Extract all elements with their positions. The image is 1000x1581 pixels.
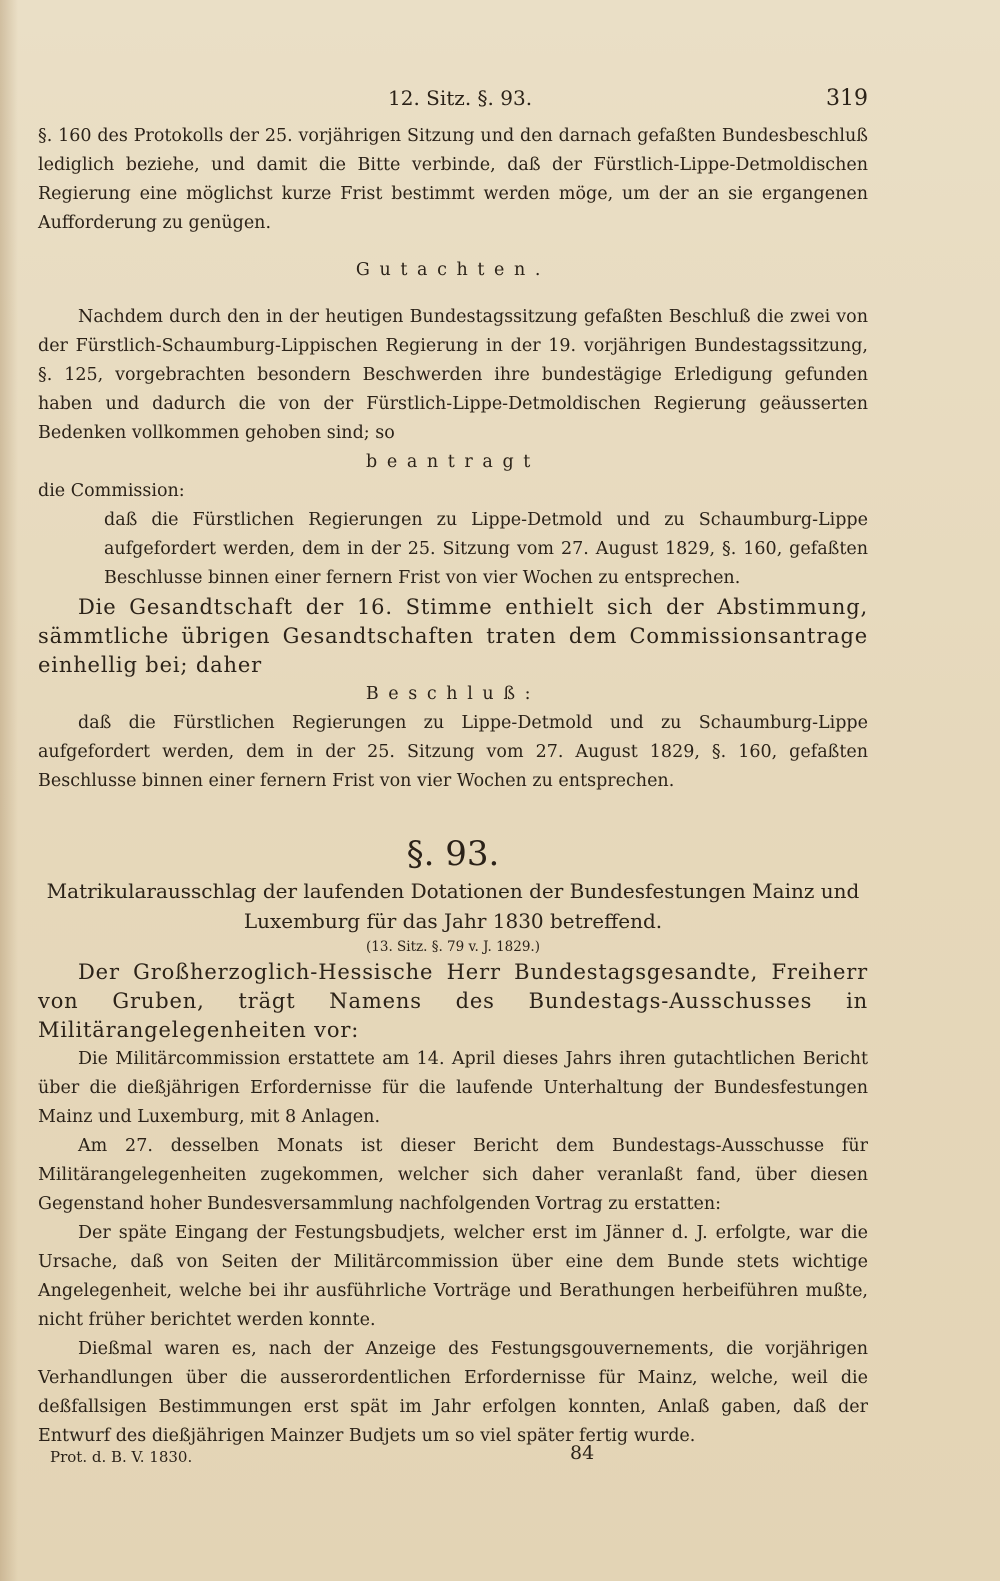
beantragt-label: beantragt bbox=[366, 452, 540, 472]
paragraph-8: Am 27. desselben Monats ist dieser Bericht dem Bundestags-Ausschusse für Militärangelegenheiten zugekommen, welcher sich daher veranlaßt fand, über diesen Gegenstand hoher Bundesversammlung nachfolgenden Vortrag zu erstatten: bbox=[38, 1136, 868, 1214]
paragraph-6: Der Großherzoglich-Hessische Herr Bundestagsgesandte, Freiherr von Gruben, trägt Namens des Bundestags-Ausschusses in Militärangelegenheiten vor: bbox=[38, 960, 868, 1042]
page-body bbox=[38, 122, 868, 1451]
section-heading: Matrikularausschlag der laufenden Dotationen der Bundesfestungen Mainz und Luxemburg für das Jahr 1830 betreffend. bbox=[46, 879, 860, 933]
paragraph-2: Nachdem durch den in der heutigen Bundestagssitzung gefaßten Beschluß die zwei von der Fürstlich-Schaumburg-Lippischen Regierung in der 19. vorjährigen Bundestagssitzung, §. 125, vorgebrachten besondern Beschwerden ihre bundestägige Erledigung gefunden haben und dadurch die von der Fürstlich-Lippe-Detmoldischen Regierung geäusserten Bedenken vollkommen gehoben sind; so bbox=[38, 307, 868, 443]
paragraph-9: Der späte Eingang der Festungsbudjets, welcher erst im Jänner d. J. erfolgte, war die Ursache, daß von Seiten der Militärcommission über eine dem Bunde stets wichtige Angelegenheit, welche bei ihr ausführliche Vorträge und Berathungen herbeiführen mußte, nicht früher berichtet werden konnte. bbox=[38, 1223, 868, 1330]
page-number: 319 bbox=[826, 86, 868, 111]
paragraph-1: §. 160 des Protokolls der 25. vorjährigen Sitzung und den darnach gefaßten Bundesbeschluß lediglich beziehe, und damit die Bitte verbinde, daß der Fürstlich-Lippe-Detmoldischen Regierung eine möglichst kurze Frist bestimmt werden möge, um der an sie ergangenen Aufforderung zu genügen. bbox=[38, 126, 868, 233]
section-note: (13. Sitz. §. 79 v. J. 1829.) bbox=[366, 939, 540, 955]
page-header bbox=[0, 86, 1000, 120]
page-footer bbox=[40, 1442, 870, 1474]
commission-label: die Commission: bbox=[38, 481, 185, 501]
paragraph-5: daß die Fürstlichen Regierungen zu Lippe-Detmold und zu Schaumburg-Lippe aufgefordert werden, dem in der 25. Sitzung vom 27. August 1829, §. 160, gefaßten Beschlusse binnen einer fernern Frist von vier Wochen zu entsprechen. bbox=[38, 713, 868, 791]
gutachten-heading: Gutachten. bbox=[355, 260, 551, 280]
beschluss-label: Beschluß: bbox=[365, 684, 541, 704]
section-number: §. 93. bbox=[406, 834, 500, 874]
paragraph-7: Die Militärcommission erstattete am 14. April dieses Jahrs ihren gutachtlichen Bericht über die dießjährigen Erfordernisse für die laufende Unterhaltung der Bundesfestungen Mainz und Luxemburg, mit 8 Anlagen. bbox=[38, 1049, 868, 1127]
footer-signature: 84 bbox=[570, 1442, 595, 1464]
footer-reference: Prot. d. B. V. 1830. bbox=[50, 1448, 193, 1466]
paragraph-4: Die Gesandtschaft der 16. Stimme enthielt sich der Abstimmung, sämmtliche übrigen Gesandtschaften traten dem Commissionsantrage einhellig bei; daher bbox=[38, 595, 868, 677]
paragraph-3: daß die Fürstlichen Regierungen zu Lippe-Detmold und zu Schaumburg-Lippe aufgefordert werden, dem in der 25. Sitzung vom 27. August 1829, §. 160, gefaßten Beschlusse binnen einer fernern Frist von vier Wochen zu entsprechen. bbox=[104, 510, 868, 588]
paragraph-10: Dießmal waren es, nach der Anzeige des Festungsgouvernements, die vorjährigen Verhandlungen über die ausserordentlichen Erfordernisse für Mainz, welche, weil die deßfallsigen Bestimmungen erst spät im Jahr erfolgen konnten, Anlaß gaben, daß der Entwurf des dießjährigen Mainzer Budjets um so viel später fertig wurde. bbox=[38, 1339, 868, 1446]
running-title: 12. Sitz. §. 93. bbox=[388, 86, 533, 110]
